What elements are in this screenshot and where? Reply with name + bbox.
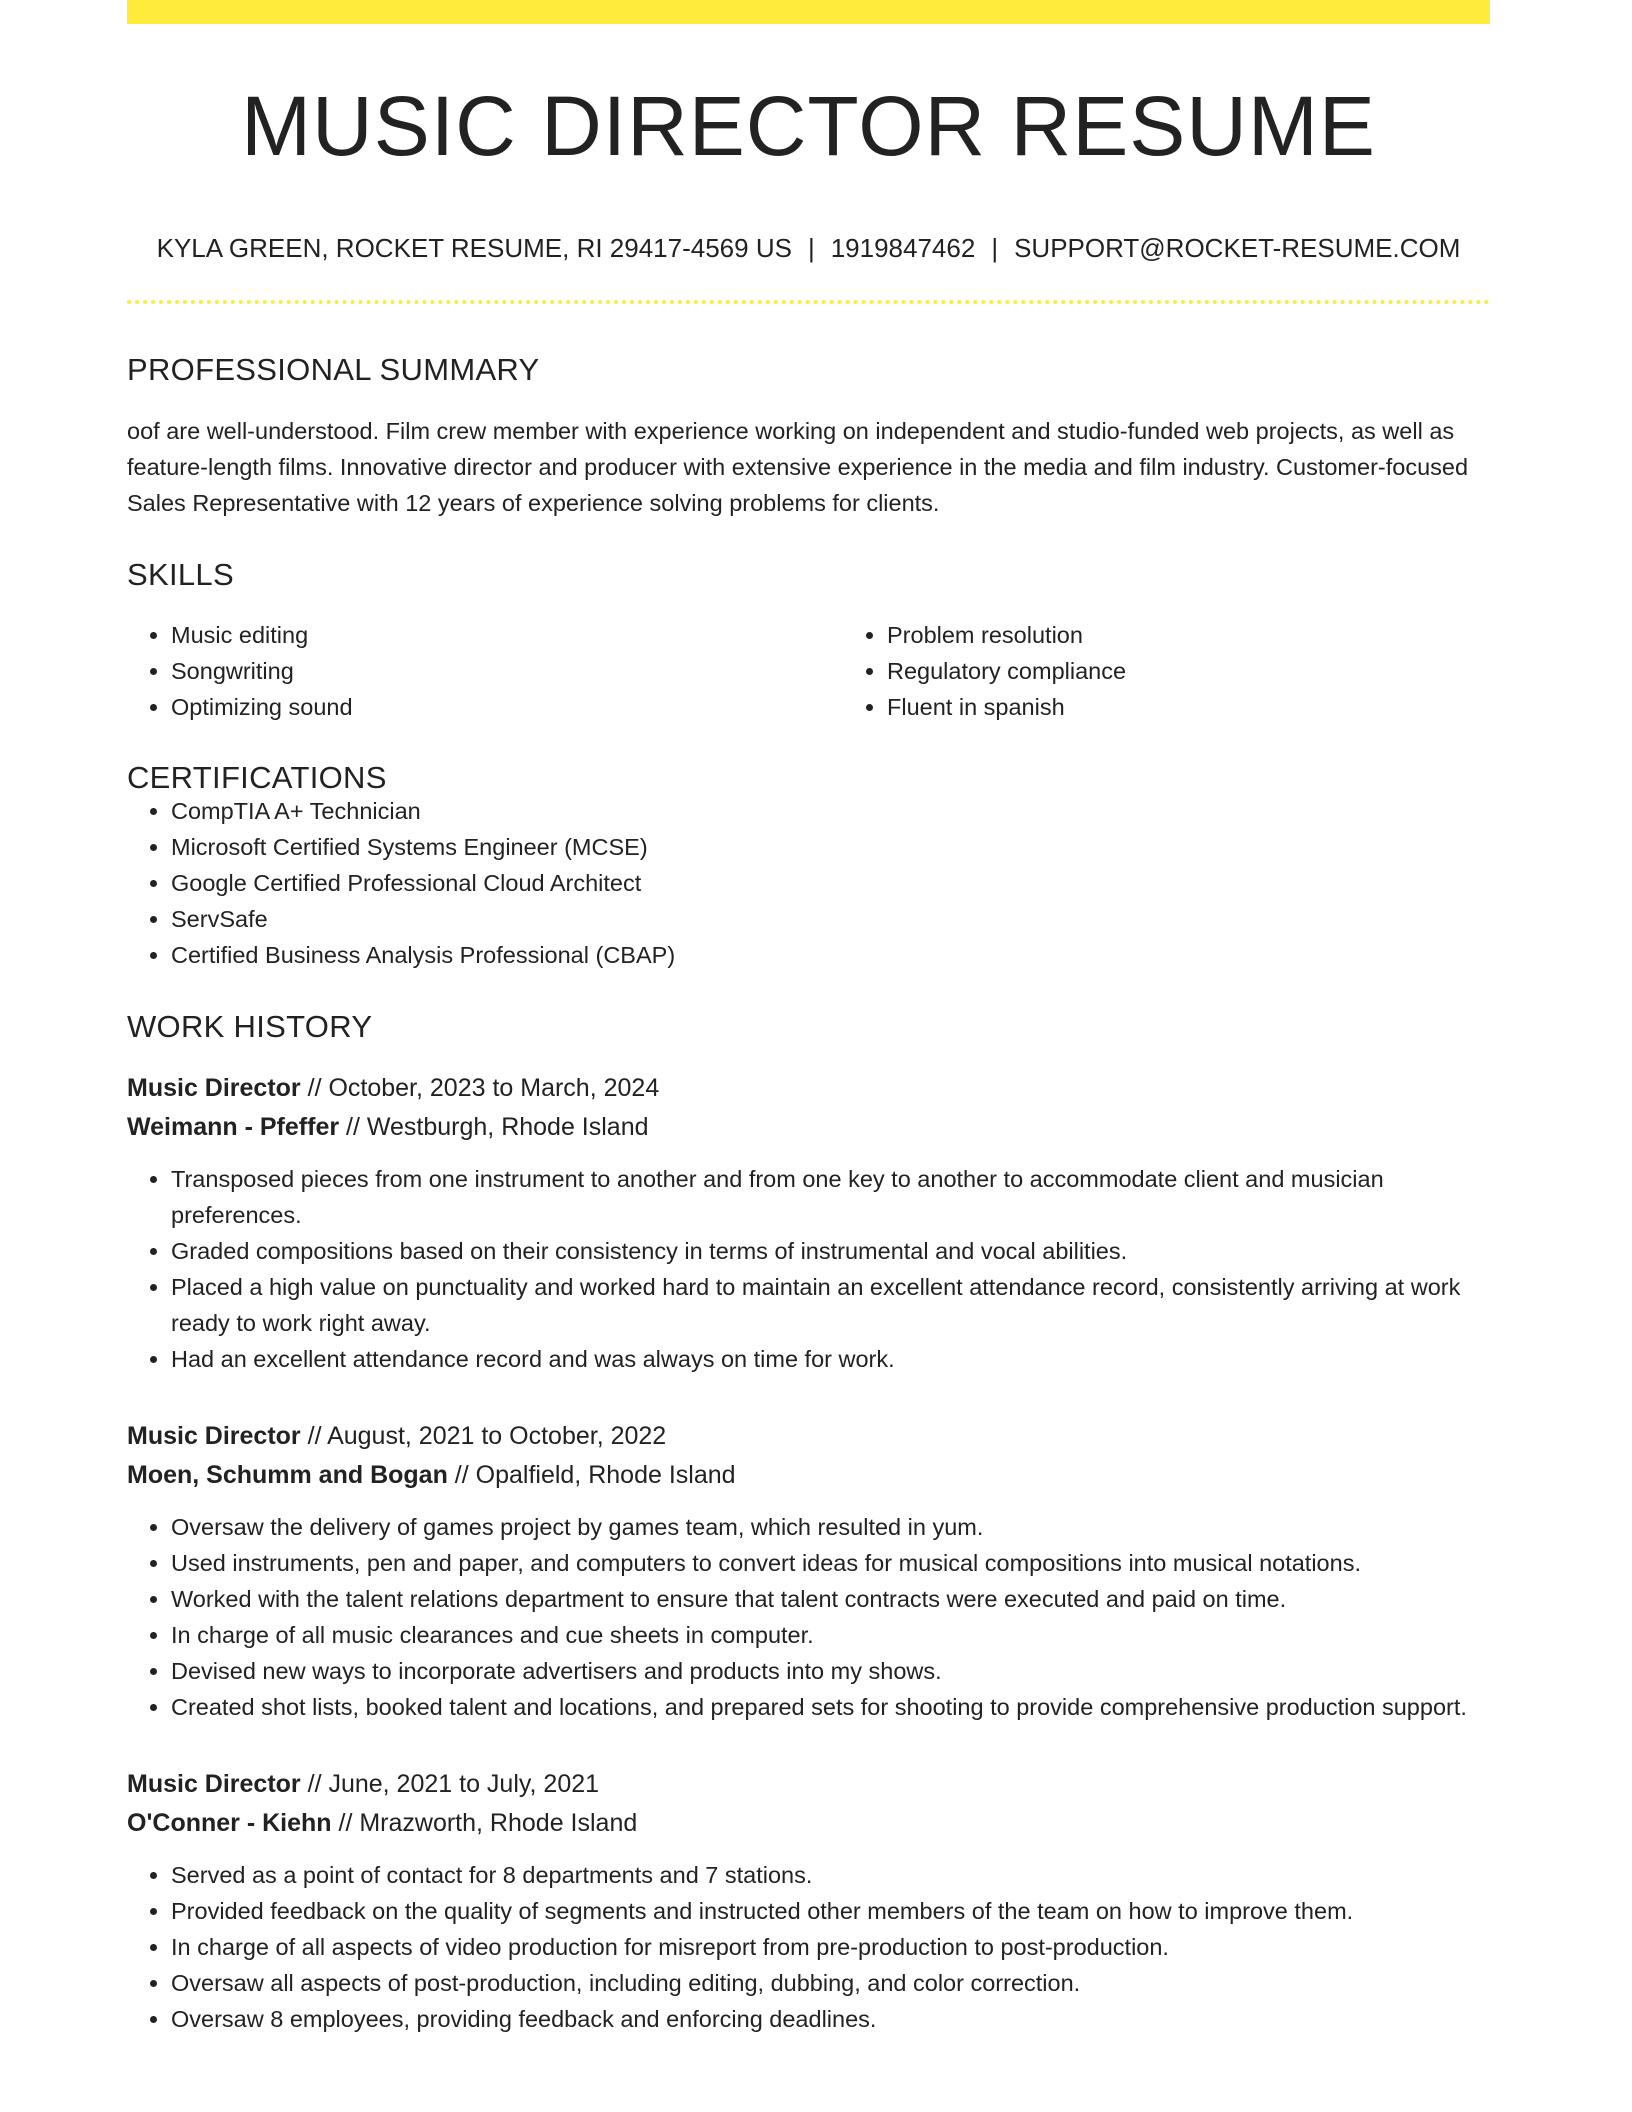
skills-heading: SKILLS (127, 557, 234, 592)
contact-phone: 1919847462 (830, 233, 976, 263)
skill-item: • Fluent in spanish (887, 689, 1559, 725)
job-role: Music Director (127, 1770, 301, 1798)
job-company-line (127, 1456, 1490, 1495)
summary-text: oof are well-understood. Film crew member with experience working on independent and studio-funded web projects, as well as feature-length films. Innovative director and producer with extensive experience in the media and film industry. Customer-focused Sales Representative with 12 years of experience solving problems for clients. (127, 418, 1469, 516)
job-dates: // October, 2023 to March, 2024 (300, 1074, 660, 1102)
skill-item: • Optimizing sound (171, 689, 843, 725)
job-company: Weimann - Pfeffer (127, 1113, 340, 1141)
job-bullet: • In charge of all aspects of video production for misreport from pre-production to post-production. (171, 1929, 1490, 1965)
job-bullet: • Placed a high value on punctuality and worked hard to maintain an excellent attendance record, consistently arriving at work ready to work right away. (171, 1269, 1490, 1341)
job-bullet: • Graded compositions based on their consistency in terms of instrumental and vocal abilities. (171, 1233, 1490, 1269)
job-role: Music Director (127, 1074, 301, 1102)
job-company-line (127, 1804, 1490, 1843)
skills-left-list (127, 617, 843, 725)
certification-item: • CompTIA A+ Technician (171, 793, 1490, 829)
job-role: Music Director (127, 1422, 301, 1450)
certification-item: • Microsoft Certified Systems Engineer (MCSE) (171, 829, 1490, 865)
skills-columns (127, 617, 1490, 725)
job-bullet: • In charge of all music clearances and cue sheets in computer. (171, 1617, 1490, 1653)
job-dates: // June, 2021 to July, 2021 (300, 1770, 600, 1798)
job-bullets (127, 1161, 1490, 1377)
skills-right-list (843, 617, 1559, 725)
job-bullets (127, 1857, 1490, 2037)
job-bullet: • Used instruments, pen and paper, and computers to convert ideas for musical compositions into musical notations. (171, 1545, 1490, 1581)
contact-line (127, 235, 1490, 261)
certifications-heading: CERTIFICATIONS (127, 760, 387, 795)
resume-title: MUSIC DIRECTOR RESUME (241, 79, 1376, 173)
work-history-heading: WORK HISTORY (127, 1009, 373, 1044)
skill-item: • Problem resolution (887, 617, 1559, 653)
accent-top-bar (127, 0, 1490, 24)
certifications-list (127, 793, 1490, 973)
job-company: O'Conner - Kiehn (127, 1809, 332, 1837)
job-location: // Opalfield, Rhode Island (447, 1461, 736, 1489)
job-bullet: • Devised new ways to incorporate advertisers and products into my shows. (171, 1653, 1490, 1689)
job-location: // Mrazworth, Rhode Island (331, 1809, 638, 1837)
job-entry (127, 1069, 1490, 1377)
job-bullet: • Oversaw 8 employees, providing feedback and enforcing deadlines. (171, 2001, 1490, 2037)
job-bullet: • Worked with the talent relations department to ensure that talent contracts were executed and paid on time. (171, 1581, 1490, 1617)
job-bullets (127, 1509, 1490, 1725)
job-entry (127, 1417, 1490, 1725)
job-bullet: • Provided feedback on the quality of segments and instructed other members of the team on how to improve them. (171, 1893, 1490, 1929)
contact-email: SUPPORT@ROCKET-RESUME.COM (1014, 233, 1461, 263)
certification-item: • Google Certified Professional Cloud Architect (171, 865, 1490, 901)
skill-item: • Regulatory compliance (887, 653, 1559, 689)
job-entry (127, 1765, 1490, 2037)
skill-item: • Music editing (171, 617, 843, 653)
skill-item: • Songwriting (171, 653, 843, 689)
contact-address: KYLA GREEN, ROCKET RESUME, RI 29417-4569 US (156, 233, 792, 263)
contact-separator: | (991, 233, 999, 263)
job-bullet: • Transposed pieces from one instrument to another and from one key to another to accommodate client and musician preferences. (171, 1161, 1490, 1233)
job-company: Moen, Schumm and Bogan (127, 1461, 448, 1489)
certification-item: • ServSafe (171, 901, 1490, 937)
job-role-line (127, 1069, 1490, 1108)
job-bullet: • Created shot lists, booked talent and locations, and prepared sets for shooting to provide comprehensive production support. (171, 1689, 1490, 1725)
summary-heading: PROFESSIONAL SUMMARY (127, 352, 540, 387)
job-role-line (127, 1765, 1490, 1804)
job-bullet: • Oversaw all aspects of post-production, including editing, dubbing, and color correction. (171, 1965, 1490, 2001)
job-bullet: • Oversaw the delivery of games project by games team, which resulted in yum. (171, 1509, 1490, 1545)
job-company-line (127, 1108, 1490, 1147)
job-role-line (127, 1417, 1490, 1456)
job-dates: // August, 2021 to October, 2022 (300, 1422, 667, 1450)
dotted-divider (127, 300, 1490, 304)
job-location: // Westburgh, Rhode Island (339, 1113, 649, 1141)
job-bullet: • Served as a point of contact for 8 departments and 7 stations. (171, 1857, 1490, 1893)
certification-item: • Certified Business Analysis Professional (CBAP) (171, 937, 1490, 973)
contact-separator: | (807, 233, 815, 263)
job-bullet: • Had an excellent attendance record and was always on time for work. (171, 1341, 1490, 1377)
resume-page (127, 0, 1490, 2037)
